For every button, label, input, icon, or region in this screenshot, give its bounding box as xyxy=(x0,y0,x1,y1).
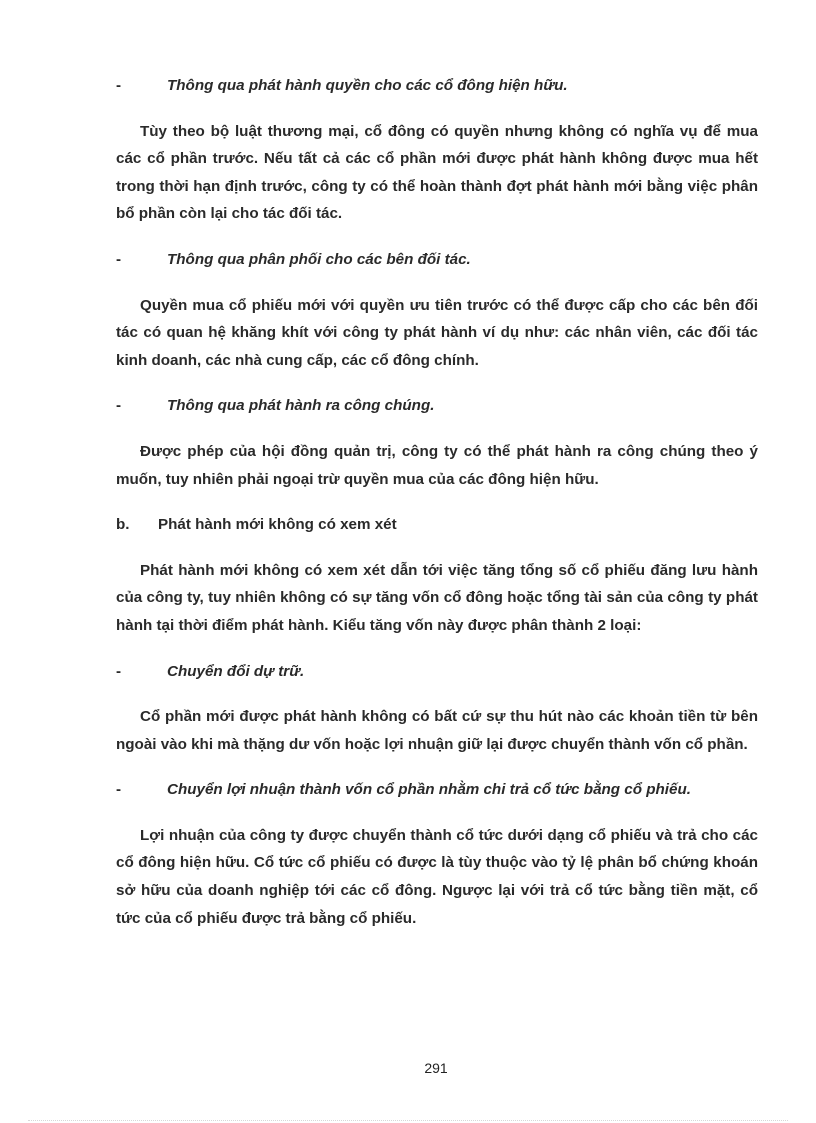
document-body xyxy=(116,72,758,950)
page-number: 291 xyxy=(424,1060,448,1076)
bullet-dash: - xyxy=(116,662,122,680)
section-number: b. xyxy=(116,516,130,534)
bullet-text: Chuyển lợi nhuận thành vốn cổ phần nhằm chi trả cổ tức bằng cổ phiếu. xyxy=(167,781,691,799)
bullet-item xyxy=(116,392,758,420)
bullet-item xyxy=(116,246,758,274)
paragraph: Quyền mua cổ phiếu mới với quyền ưu tiên trước có thể được cấp cho các bên đối tác có quan hệ khăng khít với công ty phát hành ví dụ như: các nhân viên, các đối tác kinh doanh, các nhà cung cấp, các cổ đông chính. xyxy=(116,296,758,369)
bullet-dash: - xyxy=(116,77,122,94)
section-heading xyxy=(116,511,758,539)
paragraph: Tùy theo bộ luật thương mại, cổ đông có quyền nhưng không có nghĩa vụ để mua các cổ phần trước. Nếu tất cả các cổ phần mới được phát hành không được mua hết trong thời hạn định trước, công ty có thể hoàn thành đợt phát hành mới bằng việc phân bổ phần còn lại cho tác đối tác. xyxy=(116,122,758,223)
paragraph: Cổ phần mới được phát hành không có bất cứ sự thu hút nào các khoản tiền từ bên ngoài vào khi mà thặng dư vốn hoặc lợi nhuận giữ lại được chuyển thành vốn cổ phần. xyxy=(116,708,758,753)
section-title: Phát hành mới không có xem xét xyxy=(158,516,397,534)
bullet-dash: - xyxy=(116,397,122,415)
footer-divider xyxy=(28,1120,788,1121)
bullet-dash: - xyxy=(116,781,122,799)
paragraph: Lợi nhuận của công ty được chuyển thành cổ tức dưới dạng cổ phiếu và trả cho các cổ đông hiện hữu. Cổ tức cổ phiếu có được là tùy thuộc vào tỷ lệ phân bổ chứng khoán sở hữu của doanh nghiệp tới các cổ đông. Ngược lại với trả cổ tức bằng tiền mặt, cổ tức của cổ phiếu được trả bằng cổ phiếu. xyxy=(116,826,758,927)
paragraph: Được phép của hội đồng quản trị, công ty có thể phát hành ra công chúng theo ý muốn, tuy nhiên phải ngoại trừ quyền mua của các đông hiện hữu. xyxy=(116,442,758,488)
bullet-dash: - xyxy=(116,250,122,268)
bullet-text: Thông qua phân phối cho các bên đối tác. xyxy=(167,250,471,268)
bullet-text: Thông qua phát hành quyền cho các cổ đông hiện hữu. xyxy=(167,77,568,94)
bullet-text: Thông qua phát hành ra công chúng. xyxy=(167,397,435,415)
bullet-text: Chuyển đổi dự trữ. xyxy=(167,662,305,680)
bullet-item xyxy=(116,72,758,100)
paragraph: Phát hành mới không có xem xét dẫn tới việc tăng tổng số cổ phiếu đăng lưu hành của công ty, tuy nhiên không có sự tăng vốn cổ đông hoặc tổng tài sản của công ty phát hành tại thời điểm phát hành. Kiểu tăng vốn này được phân thành 2 loại: xyxy=(116,561,758,634)
bullet-item xyxy=(116,658,758,686)
bullet-item xyxy=(116,776,758,804)
